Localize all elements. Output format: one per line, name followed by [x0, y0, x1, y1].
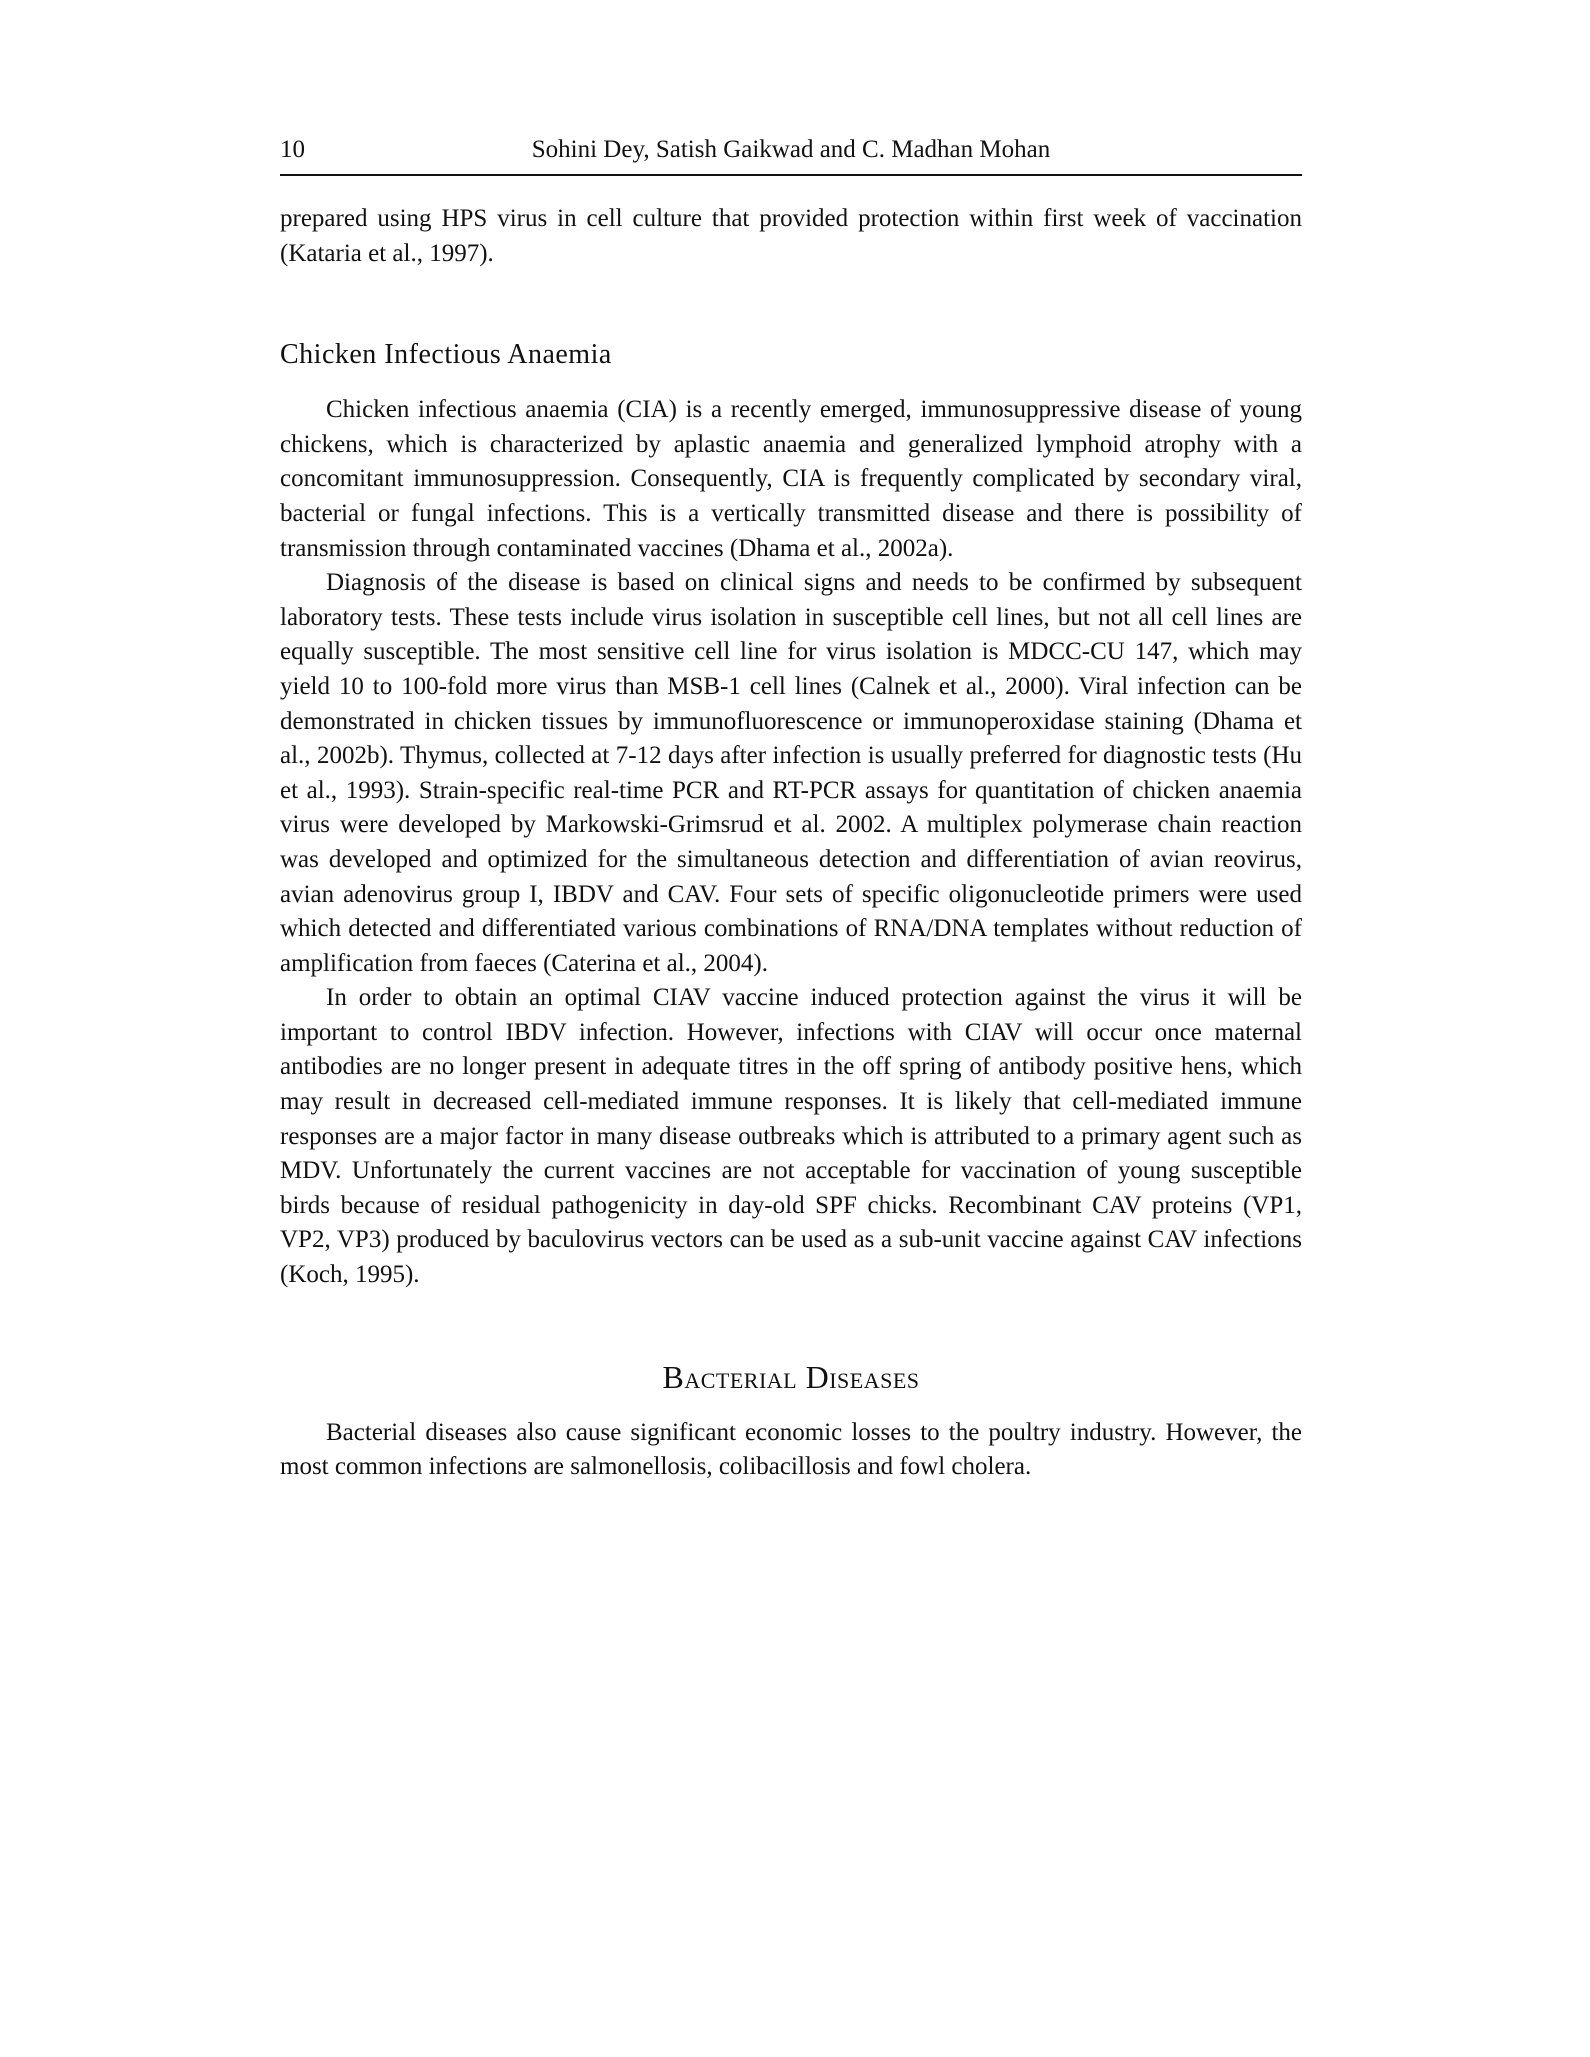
document-page — [280, 130, 1302, 1485]
header-authors: Sohini Dey, Satish Gaikwad and C. Madhan Mohan — [531, 136, 1051, 163]
continuation-paragraph: prepared using HPS virus in cell culture that provided protection within first week of vaccination (Kataria et al., 1997). — [280, 205, 1302, 267]
cia-paragraph-3: In order to obtain an optimal CIAV vaccine induced protection against the virus it will be important to control IBDV infection. However, infections with CIAV will occur once maternal antibodies are no longer present in adequate titres in the off spring of antibody positive hens, which may result in decreased cell-mediated immune responses. It is likely that cell-mediated immune responses are a major factor in many disease outbreaks which is attributed to a primary agent such as MDV. Unfortunately the current vaccines are not acceptable for vaccination of young susceptible birds because of residual pathogenicity in day-old SPF chicks. Recombinant CAV proteins (VP1, VP2, VP3) produced by baculovirus vectors can be used as a sub-unit vaccine against CAV infections (Koch, 1995). — [280, 984, 1302, 1289]
cia-paragraph-2: Diagnosis of the disease is based on clinical signs and needs to be confirmed by subsequent laboratory tests. These tests include virus isolation in susceptible cell lines, but not all cell lines are equally susceptible. The most sensitive cell line for virus isolation is MDCC-CU 147, which may yield 10 to 100-fold more virus than MSB-1 cell lines (Calnek et al., 2000). Viral infection can be demonstrated in chicken tissues by immunofluorescence or immunoperoxidase staining (Dhama et al., 2002b). Thymus, collected at 7-12 days after infection is usually preferred for diagnostic tests (Hu et al., 1993). Strain-specific real-time PCR and RT-PCR assays for quantitation of chicken anaemia virus were developed by Markowski-Grimsrud et al. 2002. A multiplex polymerase chain reaction was developed and optimized for the simultaneous detection and differentiation of avian reovirus, avian adenovirus group I, IBDV and CAV. Four sets of specific oligonucleotide primers were used which detected and differentiated various combinations of RNA/DNA templates without reduction of amplification from faeces (Caterina et al., 2004). — [280, 569, 1302, 977]
page-number: 10 — [280, 136, 305, 163]
subsection-title: Chicken Infectious Anaemia — [280, 339, 612, 371]
bacterial-paragraph: Bacterial diseases also cause significant economic losses to the poultry industry. However, the most common infections are salmonellosis, colibacillosis and fowl cholera. — [280, 1418, 1302, 1481]
section-title: Bacterial Diseases — [662, 1358, 920, 1395]
running-header — [280, 130, 1302, 176]
cia-paragraph-1: Chicken infectious anaemia (CIA) is a recently emerged, immunosuppressive disease of young chickens, which is characterized by aplastic anaemia and generalized lymphoid atrophy with a concomitant immunosuppression. Consequently, CIA is frequently complicated by secondary viral, bacterial or fungal infections. This is a vertically transmitted disease and there is possibility of transmission through contaminated vaccines (Dhama et al., 2002a). — [280, 396, 1302, 562]
